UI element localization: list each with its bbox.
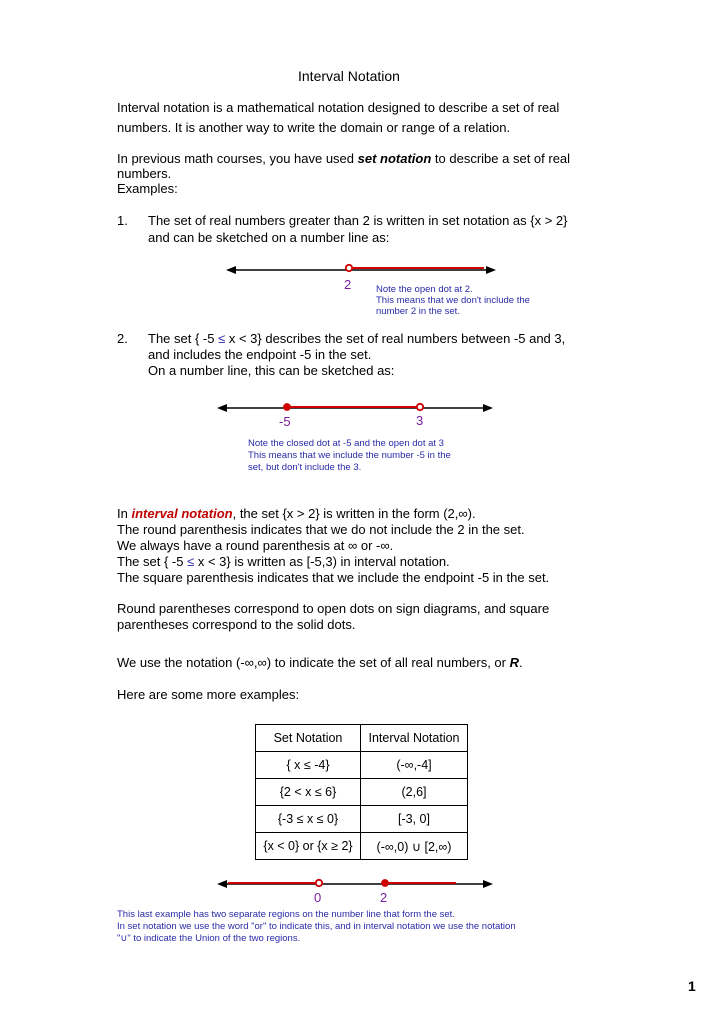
page-number: 1 (688, 978, 696, 994)
intro-line-2: numbers. It is another way to write the domain or range of a relation. (117, 120, 511, 135)
table-header-set: Set Notation (256, 725, 361, 752)
number-line-3-label-left: 0 (314, 890, 322, 905)
example-1-note-2: This means that we don't include the (376, 295, 530, 306)
example-1-note-1: Note the open dot at 2. (376, 284, 473, 295)
table-header-interval: Interval Notation (361, 725, 468, 752)
example-3-note-1: This last example has two separate regions on the number line that form the set. (117, 909, 455, 920)
number-line-3-label-right: 2 (380, 890, 388, 905)
example-2-note-3: set, but don't include the 3. (248, 462, 362, 473)
example-1-number: 1. (117, 213, 128, 228)
previous-line-2: numbers. (117, 166, 172, 181)
interval-4-text-a: The set { -5 (117, 554, 188, 569)
example-2-line-2: and includes the endpoint -5 in the set. (148, 347, 372, 362)
interval-line-5: The square parenthesis indicates that we include the endpoint -5 in the set. (117, 570, 550, 585)
example-2-note-1: Note the closed dot at -5 and the open dot at 3 (248, 438, 444, 449)
table-cell: [-3, 0] (361, 806, 468, 833)
example-3-note-3: "∪" to indicate the Union of the two regions. (117, 933, 301, 944)
right-arrow-icon (483, 880, 493, 888)
number-line-2-label-right: 3 (416, 413, 424, 428)
all-real-text-a: We use the notation (-∞,∞) to indicate the set of all real numbers, or (117, 655, 510, 670)
table-cell: (-∞,0) ∪ [2,∞) (361, 833, 468, 860)
example-2-number: 2. (117, 331, 128, 346)
number-line-1-label: 2 (344, 277, 352, 292)
example-1-line-1: The set of real numbers greater than 2 is written in set notation as {x > 2} (148, 213, 568, 228)
example-1-line-2: and can be sketched on a number line as: (148, 230, 390, 245)
all-real-text-c: . (519, 655, 523, 670)
example-1-note-3: number 2 in the set. (376, 306, 460, 317)
table-cell: {-3 ≤ x ≤ 0} (256, 806, 361, 833)
interval-4-text-c: x < 3} is written as [-5,3) in interval notation. (194, 554, 450, 569)
example-2-text-a: The set { -5 (148, 331, 219, 346)
interval-line-2: The round parenthesis indicates that we do not include the 2 in the set. (117, 522, 525, 537)
table-cell: { x ≤ -4} (256, 752, 361, 779)
open-dot (316, 880, 322, 886)
table-cell: {x < 0} or {x ≥ 2} (256, 833, 361, 860)
table-cell: {2 < x ≤ 6} (256, 779, 361, 806)
parens-line-2: parentheses correspond to the solid dots. (117, 617, 356, 632)
closed-dot (382, 880, 389, 887)
interval-text-c: , the set {x > 2} is written in the form (2,∞). (232, 506, 476, 521)
table-cell: (-∞,-4] (361, 752, 468, 779)
left-arrow-icon (217, 880, 227, 888)
example-3-note-2: In set notation we use the word "or" to indicate this, and in interval notation we use the notation (117, 921, 516, 932)
set-notation-term: set notation (357, 151, 432, 166)
intro-line-1: Interval notation is a mathematical notation designed to describe a set of real (117, 100, 560, 115)
leq-symbol: ≤ (218, 331, 226, 346)
example-2-note-2: This means that we include the number -5 in the (248, 450, 451, 461)
table-cell: (2,6] (361, 779, 468, 806)
interval-text-a: In (117, 506, 132, 521)
page-title: Interval Notation (298, 68, 400, 84)
example-2-line-3: On a number line, this can be sketched as: (148, 363, 395, 378)
more-examples-line: Here are some more examples: (117, 687, 300, 702)
previous-text-a: In previous math courses, you have used (117, 151, 358, 166)
interval-notation-term: interval notation (131, 506, 233, 521)
leq-symbol: ≤ (187, 554, 195, 569)
interval-line-3: We always have a round parenthesis at ∞ or -∞. (117, 538, 394, 553)
previous-text-c: to describe a set of real (431, 151, 571, 166)
example-2-text-c: x < 3} describes the set of real numbers between -5 and 3, (225, 331, 566, 346)
parens-line-1: Round parentheses correspond to open dots on sign diagrams, and square (117, 601, 550, 616)
number-line-2-label-left: -5 (279, 414, 291, 429)
real-numbers-symbol: R (509, 655, 519, 670)
previous-line-3: Examples: (117, 181, 178, 196)
